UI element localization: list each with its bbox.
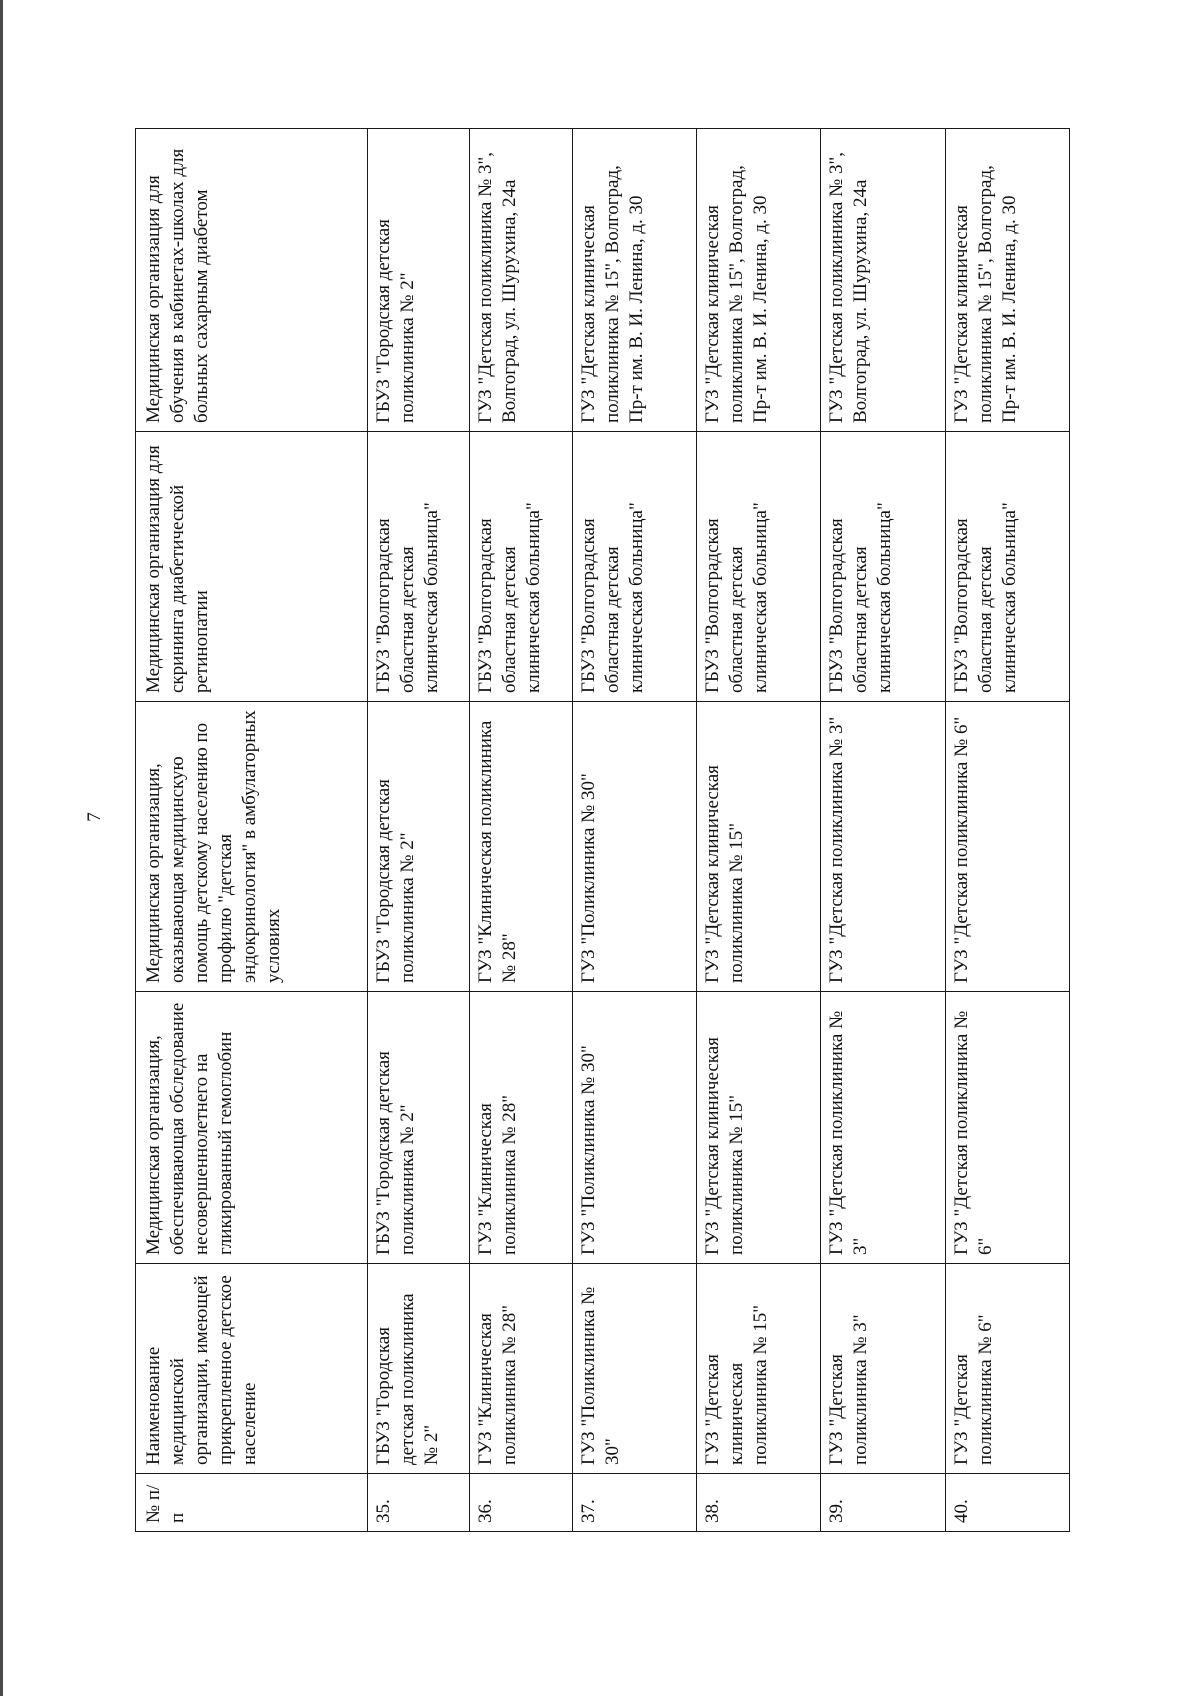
table-row	[367, 129, 469, 1532]
cell-endocrinology-org: ГУЗ "Поликлиника № 30"	[572, 702, 696, 992]
organizations-table	[135, 128, 1070, 1532]
cell-org-name: ГУЗ "Поликлиника № 30"	[572, 1264, 696, 1474]
cell-org-name: ГУЗ "Клиническая поликлиника № 28"	[470, 1264, 572, 1474]
cell-retinopathy-org: ГБУЗ "Волгоградская областная детская клиническая больница"	[572, 432, 696, 702]
page-number: 7	[84, 812, 105, 822]
cell-diabetes-school-org: ГУЗ "Детская клиническая поликлиника № 15", Волгоград, Пр-т им. В. И. Ленина, д. 30	[696, 129, 820, 432]
cell-num: 37.	[572, 1474, 696, 1532]
cell-diabetes-school-org: ГБУЗ "Городская детская поликлиника № 2"	[367, 129, 469, 432]
cell-endocrinology-org: ГУЗ "Детская поликлиника № 3"	[821, 702, 945, 992]
table-row	[696, 129, 820, 1532]
header-endocrinology-org: Медицинская организация, оказывающая медицинскую помощь детскому населению по профилю "детская эндокринология" в амбулаторных условиях	[136, 702, 368, 992]
header-retinopathy-org: Медицинская организация для скрининга диабетической ретинопатии	[136, 432, 368, 702]
cell-endocrinology-org: ГУЗ "Клиническая поликлиника № 28"	[470, 702, 572, 992]
cell-diabetes-school-org: ГУЗ "Детская клиническая поликлиника № 15", Волгоград, Пр-т им. В. И. Ленина, д. 30	[572, 129, 696, 432]
cell-hba1c-org: ГУЗ "Детская поликлиника № 6"	[945, 992, 1069, 1264]
cell-num: 39.	[821, 1474, 945, 1532]
header-num: № п/п	[136, 1474, 368, 1532]
cell-hba1c-org: ГУЗ "Детская поликлиника № 3"	[821, 992, 945, 1264]
cell-diabetes-school-org: ГУЗ "Детская поликлиника № 3", Волгоград, ул. Шурухина, 24а	[470, 129, 572, 432]
table-row	[821, 129, 945, 1532]
cell-org-name: ГБУЗ "Городская детская поликлиника № 2"	[367, 1264, 469, 1474]
cell-diabetes-school-org: ГУЗ "Детская поликлиника № 3", Волгоград, ул. Шурухина, 24а	[821, 129, 945, 432]
cell-retinopathy-org: ГБУЗ "Волгоградская областная детская клиническая больница"	[367, 432, 469, 702]
scan-edge	[0, 0, 3, 1696]
table-row	[572, 129, 696, 1532]
cell-retinopathy-org: ГБУЗ "Волгоградская областная детская клиническая больница"	[821, 432, 945, 702]
cell-endocrinology-org: ГУЗ "Детская клиническая поликлиника № 15"	[696, 702, 820, 992]
cell-num: 35.	[367, 1474, 469, 1532]
table-row	[945, 129, 1069, 1532]
cell-retinopathy-org: ГБУЗ "Волгоградская областная детская клиническая больница"	[470, 432, 572, 702]
table-header-row	[136, 129, 368, 1532]
header-hba1c-org: Медицинская организация, обеспечивающая обследование несовершеннолетнего на гликированный гемоглобин	[136, 992, 368, 1264]
cell-org-name: ГУЗ "Детская поликлиника № 6"	[945, 1264, 1069, 1474]
header-diabetes-school-org: Медицинская организация для обучения в кабинетах-школах для больных сахарным диабетом	[136, 129, 368, 432]
cell-hba1c-org: ГБУЗ "Городская детская поликлиника № 2"	[367, 992, 469, 1264]
cell-org-name: ГУЗ "Детская поликлиника № 3"	[821, 1264, 945, 1474]
cell-endocrinology-org: ГБУЗ "Городская детская поликлиника № 2"	[367, 702, 469, 992]
cell-num: 40.	[945, 1474, 1069, 1532]
cell-diabetes-school-org: ГУЗ "Детская клиническая поликлиника № 15", Волгоград, Пр-т им. В. И. Ленина, д. 30	[945, 129, 1069, 432]
cell-retinopathy-org: ГБУЗ "Волгоградская областная детская клиническая больница"	[696, 432, 820, 702]
rotated-table-container	[135, 129, 1070, 1532]
cell-num: 38.	[696, 1474, 820, 1532]
cell-endocrinology-org: ГУЗ "Детская поликлиника № 6"	[945, 702, 1069, 992]
cell-hba1c-org: ГУЗ "Поликлиника № 30"	[572, 992, 696, 1264]
cell-num: 36.	[470, 1474, 572, 1532]
cell-hba1c-org: ГУЗ "Клиническая поликлиника № 28"	[470, 992, 572, 1264]
cell-retinopathy-org: ГБУЗ "Волгоградская областная детская клиническая больница"	[945, 432, 1069, 702]
table-row	[470, 129, 572, 1532]
header-org-name: Наименование медицинской организации, имеющей прикрепленное детское население	[136, 1264, 368, 1474]
cell-org-name: ГУЗ "Детская клиническая поликлиника № 15"	[696, 1264, 820, 1474]
cell-hba1c-org: ГУЗ "Детская клиническая поликлиника № 15"	[696, 992, 820, 1264]
